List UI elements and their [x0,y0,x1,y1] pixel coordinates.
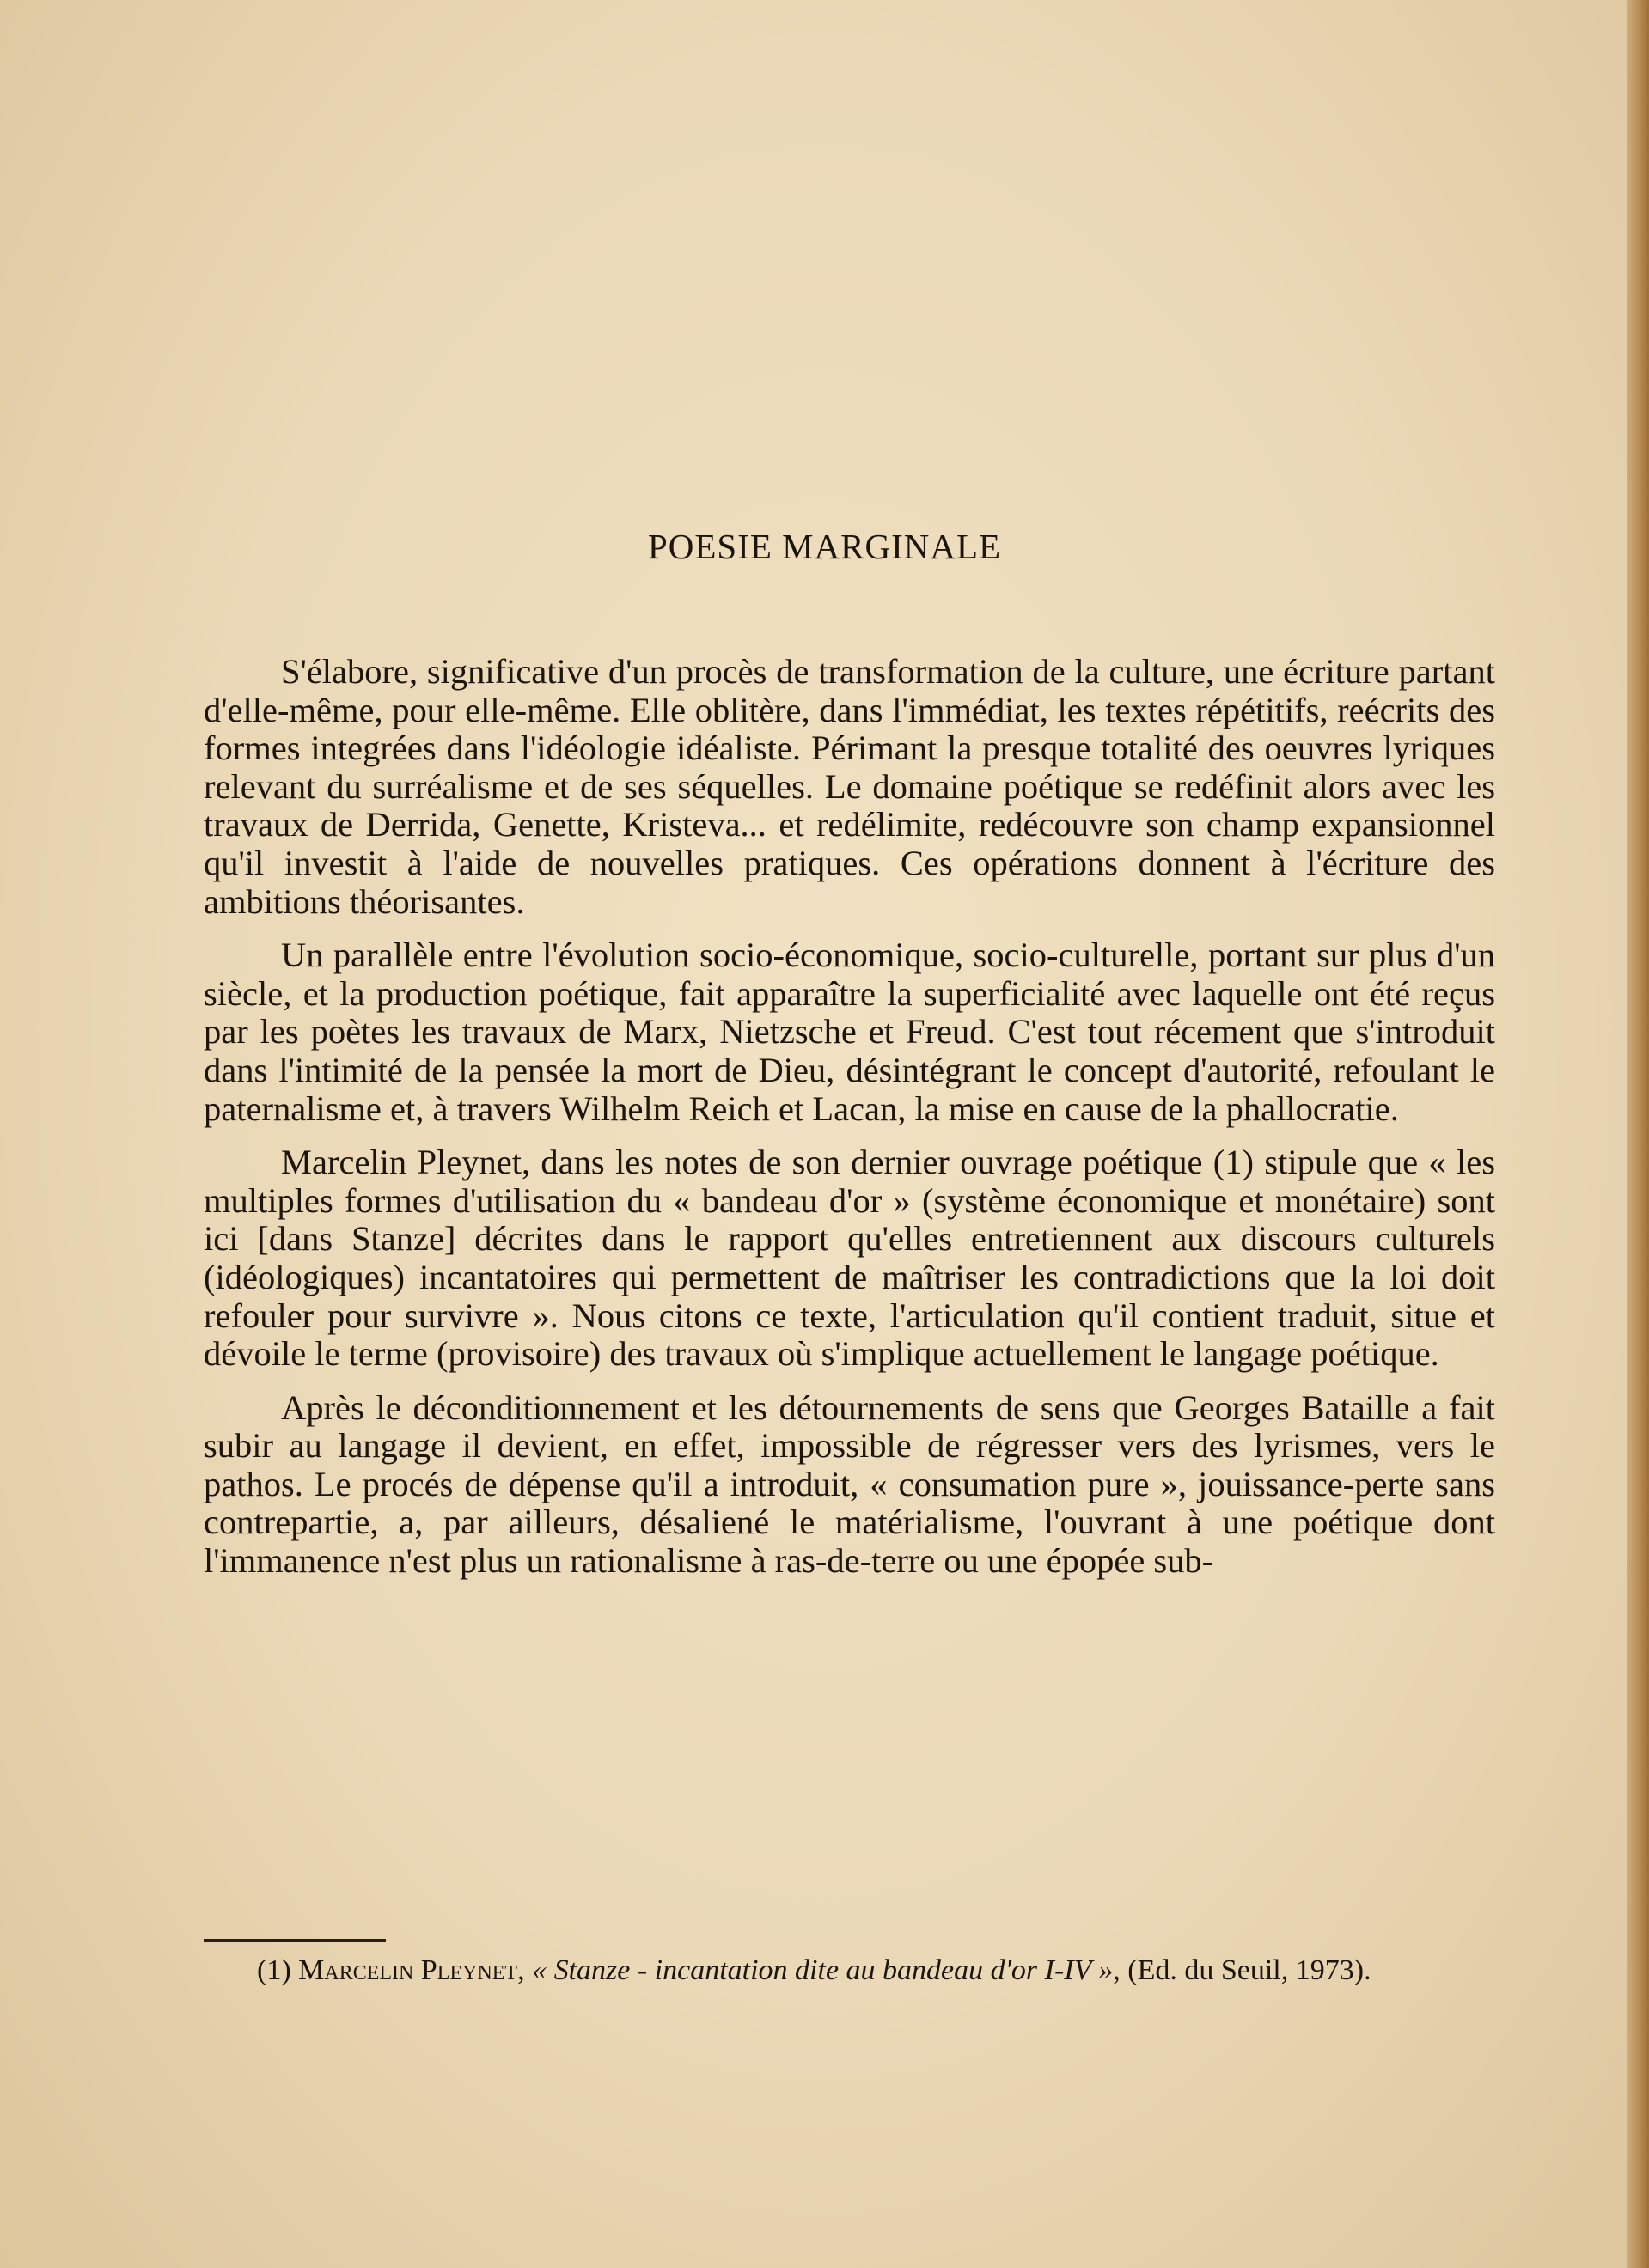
body-text [204,653,1495,1596]
page-title: POESIE MARGINALE [647,527,1002,566]
paragraph-3: Marcelin Pleynet, dans les notes de son dernier ouvrage poétique (1) stipule que « les multiples formes d'utilisation du « bandeau d'or » (système économique et monétaire) sont ici [dans Stanze] décrites dans le rapport qu'elles entretiennent aux discours culturels (idéologiques) incantatoires qui permettent de maîtriser les contradictions que la loi doit refouler pour survivre ». Nous citons ce texte, l'articulation qu'il contient traduit, situe et dévoile le terme (provisoire) des travaux où s'implique actuellement le langage poétique. [204,1143,1495,1374]
footnote-author: Marcelin Pleynet [298,1954,518,1986]
paragraph-1: S'élabore, significative d'un procès de transformation de la culture, une écriture partant d'elle-même, pour elle-même. Elle oblitère, dans l'immédiat, les textes répétitifs, reécrits des formes integrées dans l'idéologie idéaliste. Périmant la presque totalité des oeuvres lyriques relevant du surréalisme et de ses séquelles. Le domaine poétique se redéfinit alors avec les travaux de Derrida, Genette, Kristeva... et redélimite, redécouvre son champ expansionnel qu'il investit à l'aide de nouvelles pratiques. Ces opérations donnent à l'écriture des ambitions théorisantes. [204,652,1495,921]
footnote-work: « Stanze - incantation dite au bandeau d'or I-IV » [532,1954,1114,1986]
footnote: (1) Marcelin Pleynet, « Stanze - incantation dite au bandeau d'or I-IV », (Ed. du Seuil, 1973). [257,1954,1371,1986]
page-edge [1627,0,1649,2268]
footnote-rule [204,1939,386,1942]
footnote-number: (1) [257,1954,291,1986]
footnote-publisher: (Ed. du Seuil, 1973). [1127,1954,1371,1986]
paragraph-2: Un parallèle entre l'évolution socio-économique, socio-culturelle, portant sur plus d'un siècle, et la production poétique, fait apparaître la superficialité avec laquelle ont été reçus par les poètes les travaux de Marx, Nietzsche et Freud. C'est tout récement que s'introduit dans l'intimité de la pensée la mort de Dieu, désintégrant le concept d'autorité, refoulant le paternalisme et, à travers Wilhelm Reich et Lacan, la mise en cause de la phallocratie. [204,936,1495,1128]
paragraph-4: Après le déconditionnement et les détournements de sens que Georges Bataille a fait subir au langage il devient, en effet, impossible de régresser vers des lyrismes, vers le pathos. Le procés de dépense qu'il a introduit, « consumation pure », jouissance-perte sans contrepartie, a, par ailleurs, désaliené le matérialisme, l'ouvrant à une poétique dont l'immanence n'est plus un rationalisme à ras-de-terre ou une épopée sub- [204,1387,1495,1581]
